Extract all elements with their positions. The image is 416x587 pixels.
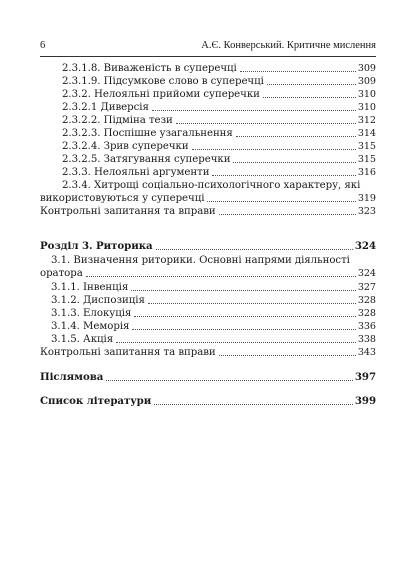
toc-entry	[40, 267, 376, 280]
toc-entry-label: 2.3.2.2. Підміна тези	[62, 115, 173, 126]
toc-entry-page: 328	[357, 295, 376, 306]
toc-entry	[51, 320, 376, 333]
toc-leader	[219, 355, 356, 356]
toc-entry	[62, 114, 376, 127]
toc-entry-page: 343	[357, 347, 376, 358]
toc-leader	[106, 380, 353, 381]
toc-entry	[62, 127, 376, 140]
toc-leader	[192, 149, 356, 150]
toc-chapter-label: Післямова	[40, 371, 104, 383]
toc-entry	[40, 205, 376, 218]
toc-entry-label: Контрольні запитання та вправи	[40, 347, 216, 358]
toc-leader	[154, 404, 353, 405]
toc-entry-page: 310	[357, 102, 376, 113]
toc-entry	[62, 75, 376, 88]
page-header	[40, 40, 376, 56]
toc-entry	[51, 281, 376, 294]
toc-entry-label: 2.3.2.4. Зрив суперечки	[62, 141, 189, 152]
toc-entry	[51, 307, 376, 320]
toc-entry-label: 3.1.3. Елокуція	[51, 308, 132, 319]
toc-entry-page: 310	[357, 89, 376, 100]
toc-chapter-label: Список літератури	[40, 395, 152, 407]
toc-entry-label: 2.3.2.1 Диверсія	[62, 102, 149, 113]
toc-leader	[156, 249, 353, 250]
toc-entry-label: Контрольні запитання та вправи	[40, 206, 216, 217]
toc-chapter	[40, 371, 376, 384]
toc-chapter-label: Розділ 3. Риторика	[40, 240, 153, 252]
toc-entry-label: оратора	[40, 268, 83, 279]
page-number: 6	[40, 40, 46, 51]
toc-leader	[134, 316, 356, 317]
toc-entry	[62, 166, 376, 179]
toc-leader	[233, 162, 355, 163]
toc-entry-page: 314	[357, 128, 376, 139]
toc-chapter-page: 399	[354, 395, 376, 407]
toc-entry-label: 2.3.2.3. Поспішне узагальнення	[62, 128, 233, 139]
toc-entry-label: 3.1.1. Інвенція	[51, 282, 129, 293]
toc-entry-page: 338	[357, 334, 376, 345]
toc-entry-page: 336	[357, 321, 376, 332]
toc-leader	[207, 201, 355, 202]
toc-entry	[62, 62, 376, 75]
toc-entry-page: 327	[357, 282, 376, 293]
toc-entry-page: 323	[357, 206, 376, 217]
toc-entry	[62, 101, 376, 114]
toc-entry-page: 309	[357, 63, 376, 74]
toc-entry-page: 324	[357, 268, 376, 279]
toc-entry-page: 328	[357, 308, 376, 319]
toc-entry-label: використовуються у суперечці	[40, 193, 205, 204]
toc-leader	[132, 329, 355, 330]
toc-entry	[51, 294, 376, 307]
toc-entry-page: 316	[357, 167, 376, 178]
toc-leader	[176, 123, 356, 124]
toc-leader	[116, 342, 356, 343]
toc-entry-label: 3.1. Визначення риторики. Основні напрями діяльності	[51, 255, 350, 266]
toc-entry-label: 2.3.3. Нелояльні аргументи	[62, 167, 210, 178]
toc-entry-label: 2.3.1.8. Виваженість в суперечці	[62, 63, 237, 74]
header-divider	[40, 56, 376, 57]
toc-entry-label: 2.3.2.5. Затягування суперечки	[62, 154, 231, 165]
toc-entry-page: 309	[357, 76, 376, 87]
toc-entry	[62, 153, 376, 166]
toc-leader	[212, 175, 355, 176]
toc-entry-page: 319	[357, 193, 376, 204]
toc-entry-page: 315	[357, 141, 376, 152]
toc-leader	[267, 84, 356, 85]
toc-entry	[40, 192, 376, 205]
toc-chapter-page: 397	[354, 371, 376, 383]
toc-entry	[62, 140, 376, 153]
toc-entry-label: 3.1.4. Меморія	[51, 321, 130, 332]
toc-entry	[51, 333, 376, 346]
toc-leader	[219, 214, 356, 215]
toc-entry-label: 2.3.1.9. Підсумкове слово в суперечці	[62, 76, 264, 87]
toc-entry-page: 312	[357, 115, 376, 126]
toc-chapter	[40, 240, 376, 253]
toc-leader	[236, 136, 356, 137]
toc-leader	[263, 97, 356, 98]
toc-leader	[131, 290, 356, 291]
toc-leader	[240, 71, 356, 72]
toc-leader	[86, 276, 356, 277]
toc-entry	[62, 88, 376, 101]
toc-entry-label: 2.3.2. Нелояльні прийоми суперечки	[62, 89, 260, 100]
toc-entry-label: 3.1.2. Диспозиція	[51, 295, 145, 306]
toc-entry-page: 315	[357, 154, 376, 165]
toc-leader	[148, 303, 356, 304]
toc-entry-label: 3.1.5. Акція	[51, 334, 114, 345]
toc-leader	[152, 110, 356, 111]
running-title: А.Є. Конверський. Критичне мислення	[201, 40, 376, 51]
toc-entry	[40, 346, 376, 359]
toc-chapter	[40, 395, 376, 408]
toc-chapter-page: 324	[354, 240, 376, 252]
toc-entry-label: 2.3.4. Хитрощі соціально-психологічного характеру, які	[62, 180, 361, 191]
